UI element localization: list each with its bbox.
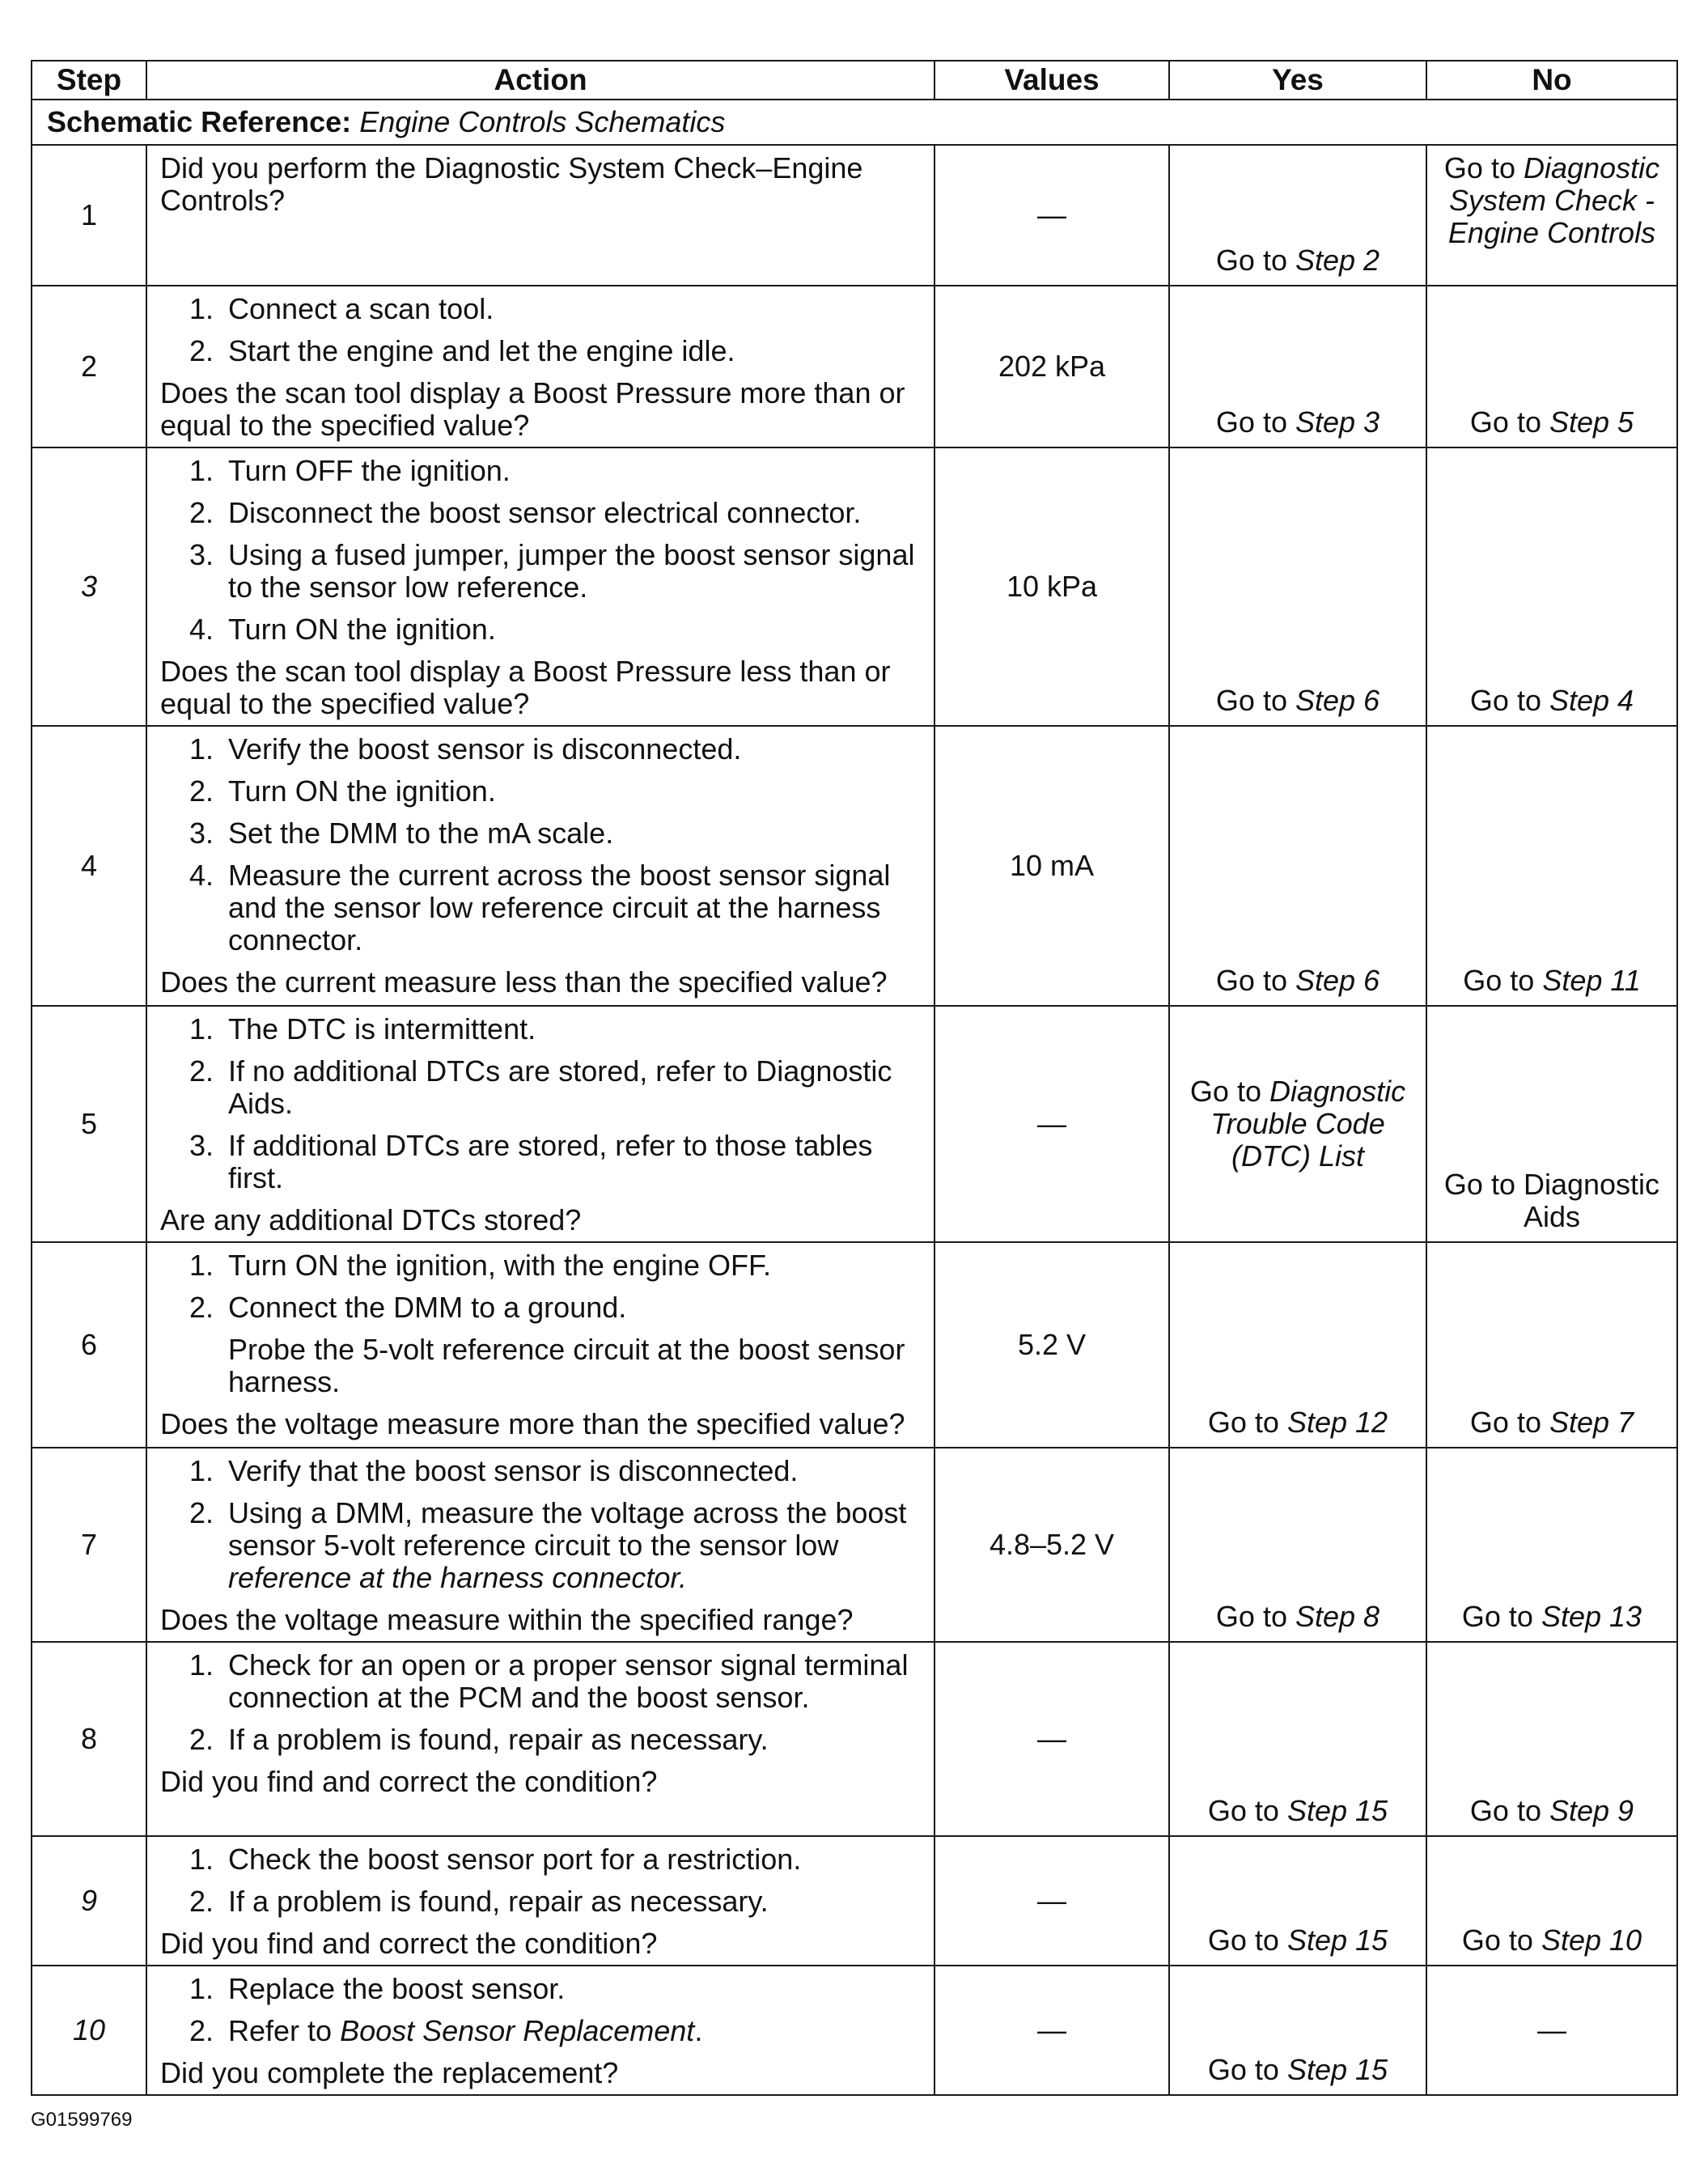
action-list: [160, 1249, 922, 1398]
no-prefix: Go to: [1443, 151, 1524, 184]
action-item-text: Verify the boost sensor is disconnected.: [228, 732, 742, 766]
yes-link[interactable]: Step 15: [1286, 1794, 1388, 1827]
action-list: [160, 1843, 922, 1918]
action-item: 4. Turn ON the ignition.: [189, 613, 496, 646]
action-item: [160, 1334, 922, 1398]
action-item-text: Connect the DMM to a ground.: [228, 1291, 627, 1324]
action-item: 2. If no additional DTCs are stored, refer to Diagnostic Aids.: [189, 1054, 892, 1120]
action-item-text: The DTC is intermittent.: [228, 1012, 536, 1045]
action-item: 4. Measure the current across the boost sensor signal and the sensor low reference circuit at the harness connector.: [189, 859, 891, 956]
yes-cell: [1169, 1448, 1426, 1642]
action-cell: [146, 1642, 935, 1836]
action-item-text: Refer to: [228, 2014, 341, 2047]
step-number: 8: [32, 1642, 146, 1836]
yes-link[interactable]: Step 2: [1295, 244, 1380, 277]
action-item: 1. Check the boost sensor port for a restriction.: [189, 1843, 802, 1876]
table-row: [32, 145, 1677, 286]
yes-prefix: Go to: [1207, 1406, 1287, 1439]
no-cell: [1426, 1006, 1677, 1242]
value-cell: —: [935, 1836, 1169, 1966]
yes-cell: [1169, 145, 1426, 286]
action-question: Does the voltage measure more than the specified value?: [160, 1407, 905, 1440]
value-cell: —: [935, 1642, 1169, 1836]
no-link[interactable]: Step 5: [1549, 405, 1634, 439]
no-cell: [1426, 447, 1677, 726]
value-cell: —: [935, 1006, 1169, 1242]
boost-sensor-replacement-link[interactable]: Boost Sensor Replacement: [340, 2014, 695, 2047]
action-cell: [146, 726, 935, 1006]
no-prefix: Go to: [1463, 964, 1543, 997]
action-item: 3. Set the DMM to the mA scale.: [189, 816, 614, 850]
action-item: 1. Turn ON the ignition, with the engine OFF.: [189, 1249, 771, 1282]
action-item: 1. Check for an open or a proper sensor signal terminal connection at the PCM and the boost sensor.: [189, 1648, 909, 1714]
action-item: 2. Connect the DMM to a ground.: [189, 1291, 627, 1324]
no-prefix: Go to: [1469, 1406, 1549, 1439]
value-cell: 4.8–5.2 V: [935, 1448, 1169, 1642]
action-cell: [146, 145, 935, 286]
table-row: [32, 1642, 1677, 1836]
value-cell: 10 kPa: [935, 447, 1169, 726]
action-question: Are any additional DTCs stored?: [160, 1203, 582, 1236]
no-prefix: Go to: [1469, 684, 1549, 717]
no-cell: [1426, 145, 1677, 286]
action-item-text: If no additional DTCs are stored, refer to Diagnostic Aids.: [228, 1054, 892, 1120]
action-item-italic-text: reference at the harness connector.: [228, 1561, 687, 1594]
schematic-reference-row: [32, 100, 1677, 145]
figure-id: G01599769: [31, 2109, 133, 2131]
table-row: [32, 1836, 1677, 1966]
yes-prefix: Go to: [1207, 1794, 1287, 1827]
action-question: Does the current measure less than the specified value?: [160, 965, 888, 999]
yes-cell: [1169, 1242, 1426, 1448]
diagnostic-table: [31, 60, 1678, 2096]
schematic-reference: [32, 100, 1677, 145]
no-link[interactable]: Diagnostic System Check - Engine Controls: [1447, 151, 1660, 249]
yes-prefix: Go to: [1207, 1923, 1287, 1957]
action-item-text: Verify that the boost sensor is disconnected.: [228, 1454, 799, 1487]
action-cell: [146, 286, 935, 447]
action-item-text: Measure the current across the boost sensor signal and the sensor low reference circuit at the harness connector.: [228, 859, 891, 956]
yes-cell: [1169, 286, 1426, 447]
yes-link[interactable]: Step 15: [1286, 2053, 1388, 2086]
header-no: No: [1426, 61, 1677, 100]
yes-prefix: Go to: [1189, 1075, 1269, 1108]
yes-prefix: Go to: [1215, 405, 1295, 439]
action-item-text: If a problem is found, repair as necessary.: [228, 1723, 769, 1756]
action-item: 2. Turn ON the ignition.: [189, 774, 496, 808]
action-cell: [146, 1006, 935, 1242]
no-prefix: Go to: [1469, 1794, 1549, 1827]
value-cell: 202 kPa: [935, 286, 1169, 447]
action-item: 2. Disconnect the boost sensor electrical connector.: [189, 496, 862, 529]
yes-cell: [1169, 447, 1426, 726]
action-item: 3. If additional DTCs are stored, refer to those tables first.: [189, 1129, 873, 1194]
yes-prefix: Go to: [1215, 964, 1295, 997]
step-number: 10: [32, 1966, 146, 2095]
no-cell: [1426, 1448, 1677, 1642]
action-item-text: Using a DMM, measure the voltage across the boost sensor 5-volt reference circuit to the sensor low: [228, 1496, 907, 1562]
action-question: Does the scan tool display a Boost Pressure more than or equal to the specified value?: [160, 376, 905, 442]
value-cell: —: [935, 1966, 1169, 2095]
action-item-text: If a problem is found, repair as necessary.: [228, 1885, 769, 1918]
yes-prefix: Go to: [1215, 1600, 1295, 1633]
step-number: 9: [32, 1836, 146, 1966]
step-number: 6: [32, 1242, 146, 1448]
action-item: 1. Replace the boost sensor.: [189, 1972, 566, 2005]
action-list: [160, 455, 922, 646]
action-item-text: If additional DTCs are stored, refer to those tables first.: [228, 1129, 873, 1194]
action-item: 2. Using a DMM, measure the voltage across the boost sensor 5-volt reference circuit to the sensor low reference at the harness connector.: [189, 1496, 907, 1594]
action-item-text: Disconnect the boost sensor electrical connector.: [228, 496, 862, 529]
value-cell: —: [935, 145, 1169, 286]
no-cell: [1426, 1242, 1677, 1448]
action-item: 3. Using a fused jumper, jumper the boost sensor signal to the sensor low reference.: [189, 538, 915, 604]
no-cell: [1426, 286, 1677, 447]
step-number: 5: [32, 1006, 146, 1242]
header-yes: Yes: [1169, 61, 1426, 100]
action-question: Does the scan tool display a Boost Pressure less than or equal to the specified value?: [160, 655, 891, 720]
no-link[interactable]: Step 13: [1541, 1600, 1642, 1633]
action-item-text: Set the DMM to the mA scale.: [228, 816, 614, 850]
action-item-text: Using a fused jumper, jumper the boost sensor signal to the sensor low reference.: [228, 538, 915, 604]
value-cell: 5.2 V: [935, 1242, 1169, 1448]
action-question: Did you complete the replacement?: [160, 2056, 619, 2089]
yes-link[interactable]: Step 6: [1295, 964, 1380, 997]
action-question: Did you find and correct the condition?: [160, 1765, 658, 1798]
action-cell: [146, 1966, 935, 2095]
no-prefix: Go to: [1461, 1600, 1541, 1633]
action-item-text: Turn ON the ignition.: [228, 613, 496, 646]
yes-link[interactable]: Step 15: [1286, 1923, 1388, 1957]
action-cell: [146, 1448, 935, 1642]
action-item-suffix: .: [694, 2014, 703, 2047]
yes-cell: [1169, 1836, 1426, 1966]
action-item: 1. The DTC is intermittent.: [189, 1012, 536, 1045]
action-list: [160, 733, 922, 956]
action-item: 2. If a problem is found, repair as necessary.: [189, 1885, 769, 1918]
action-list: [160, 1013, 922, 1194]
action-item-text: Connect a scan tool.: [228, 292, 494, 325]
yes-prefix: Go to: [1215, 244, 1295, 277]
yes-cell: [1169, 1006, 1426, 1242]
table-row: [32, 1966, 1677, 2095]
no-cell: [1426, 1836, 1677, 1966]
action-item-text: Check for an open or a proper sensor signal terminal connection at the PCM and the boost sensor.: [228, 1648, 909, 1714]
no-prefix: Go to: [1461, 1923, 1541, 1957]
action-item: 1. Verify the boost sensor is disconnected.: [189, 732, 742, 766]
action-cell: [146, 447, 935, 726]
header-row: [32, 61, 1677, 100]
action-item: 2. If a problem is found, repair as necessary.: [189, 1723, 769, 1756]
action-item: 1. Verify that the boost sensor is disconnected.: [189, 1454, 799, 1487]
action-item: 2. Start the engine and let the engine idle.: [189, 334, 735, 367]
table-row: [32, 1242, 1677, 1448]
action-item-text: Turn ON the ignition.: [228, 774, 496, 808]
yes-cell: [1169, 1642, 1426, 1836]
yes-link[interactable]: Step 8: [1295, 1600, 1380, 1633]
table-row: [32, 286, 1677, 447]
yes-cell: [1169, 1966, 1426, 2095]
yes-link[interactable]: Step 12: [1286, 1406, 1388, 1439]
step-number: 7: [32, 1448, 146, 1642]
action-list: [160, 293, 922, 367]
yes-cell: [1169, 726, 1426, 1006]
value-cell: 10 mA: [935, 726, 1169, 1006]
action-item-text: Turn ON the ignition, with the engine OFF.: [228, 1249, 771, 1282]
no-prefix: Go to: [1469, 405, 1549, 439]
yes-prefix: Go to: [1215, 684, 1295, 717]
header-step: Step: [32, 61, 146, 100]
action-item-text: Probe the 5-volt reference circuit at the boost sensor harness.: [228, 1333, 905, 1398]
action-cell: [146, 1836, 935, 1966]
table-row: [32, 447, 1677, 726]
header-action: Action: [146, 61, 935, 100]
action-item: 2. Refer to Boost Sensor Replacement.: [189, 2014, 703, 2047]
action-list: [160, 1455, 922, 1594]
yes-link[interactable]: Step 3: [1295, 405, 1380, 439]
no-link[interactable]: Step 10: [1541, 1923, 1642, 1957]
table-row: [32, 1448, 1677, 1642]
yes-link[interactable]: Step 6: [1295, 684, 1380, 717]
step-number: 2: [32, 286, 146, 447]
schematic-reference-label: Schematic Reference:: [47, 105, 352, 138]
action-item: 1. Connect a scan tool.: [189, 292, 494, 325]
action-question: Did you perform the Diagnostic System Check–Engine Controls?: [160, 151, 863, 217]
action-cell: [146, 1242, 935, 1448]
header-values: Values: [935, 61, 1169, 100]
no-link[interactable]: Step 7: [1549, 1406, 1634, 1439]
no-link[interactable]: Step 4: [1549, 684, 1634, 717]
action-question: Does the voltage measure within the specified range?: [160, 1603, 854, 1636]
action-item-text: Replace the boost sensor.: [228, 1972, 566, 2005]
action-question: Did you find and correct the condition?: [160, 1927, 658, 1960]
action-list: [160, 1973, 922, 2047]
no-link[interactable]: Step 9: [1549, 1794, 1634, 1827]
action-list: [160, 1649, 922, 1756]
table-row: [32, 726, 1677, 1006]
no-cell: —: [1426, 1966, 1677, 2095]
step-number: 4: [32, 726, 146, 1006]
no-link[interactable]: Step 11: [1542, 964, 1641, 997]
no-link[interactable]: Go to Diagnostic Aids: [1443, 1168, 1660, 1233]
table-row: [32, 1006, 1677, 1242]
action-item-text: Turn OFF the ignition.: [228, 454, 511, 487]
schematic-reference-link[interactable]: Engine Controls Schematics: [359, 105, 726, 138]
yes-link[interactable]: Diagnostic Trouble Code (DTC) List: [1210, 1075, 1406, 1173]
action-item-text: Check the boost sensor port for a restriction.: [228, 1843, 802, 1876]
yes-prefix: Go to: [1207, 2053, 1287, 2086]
action-item-text: Start the engine and let the engine idle.: [228, 334, 735, 367]
step-number: 3: [32, 447, 146, 726]
step-number: 1: [32, 145, 146, 286]
no-cell: [1426, 726, 1677, 1006]
no-cell: [1426, 1642, 1677, 1836]
action-item: 1. Turn OFF the ignition.: [189, 454, 511, 487]
